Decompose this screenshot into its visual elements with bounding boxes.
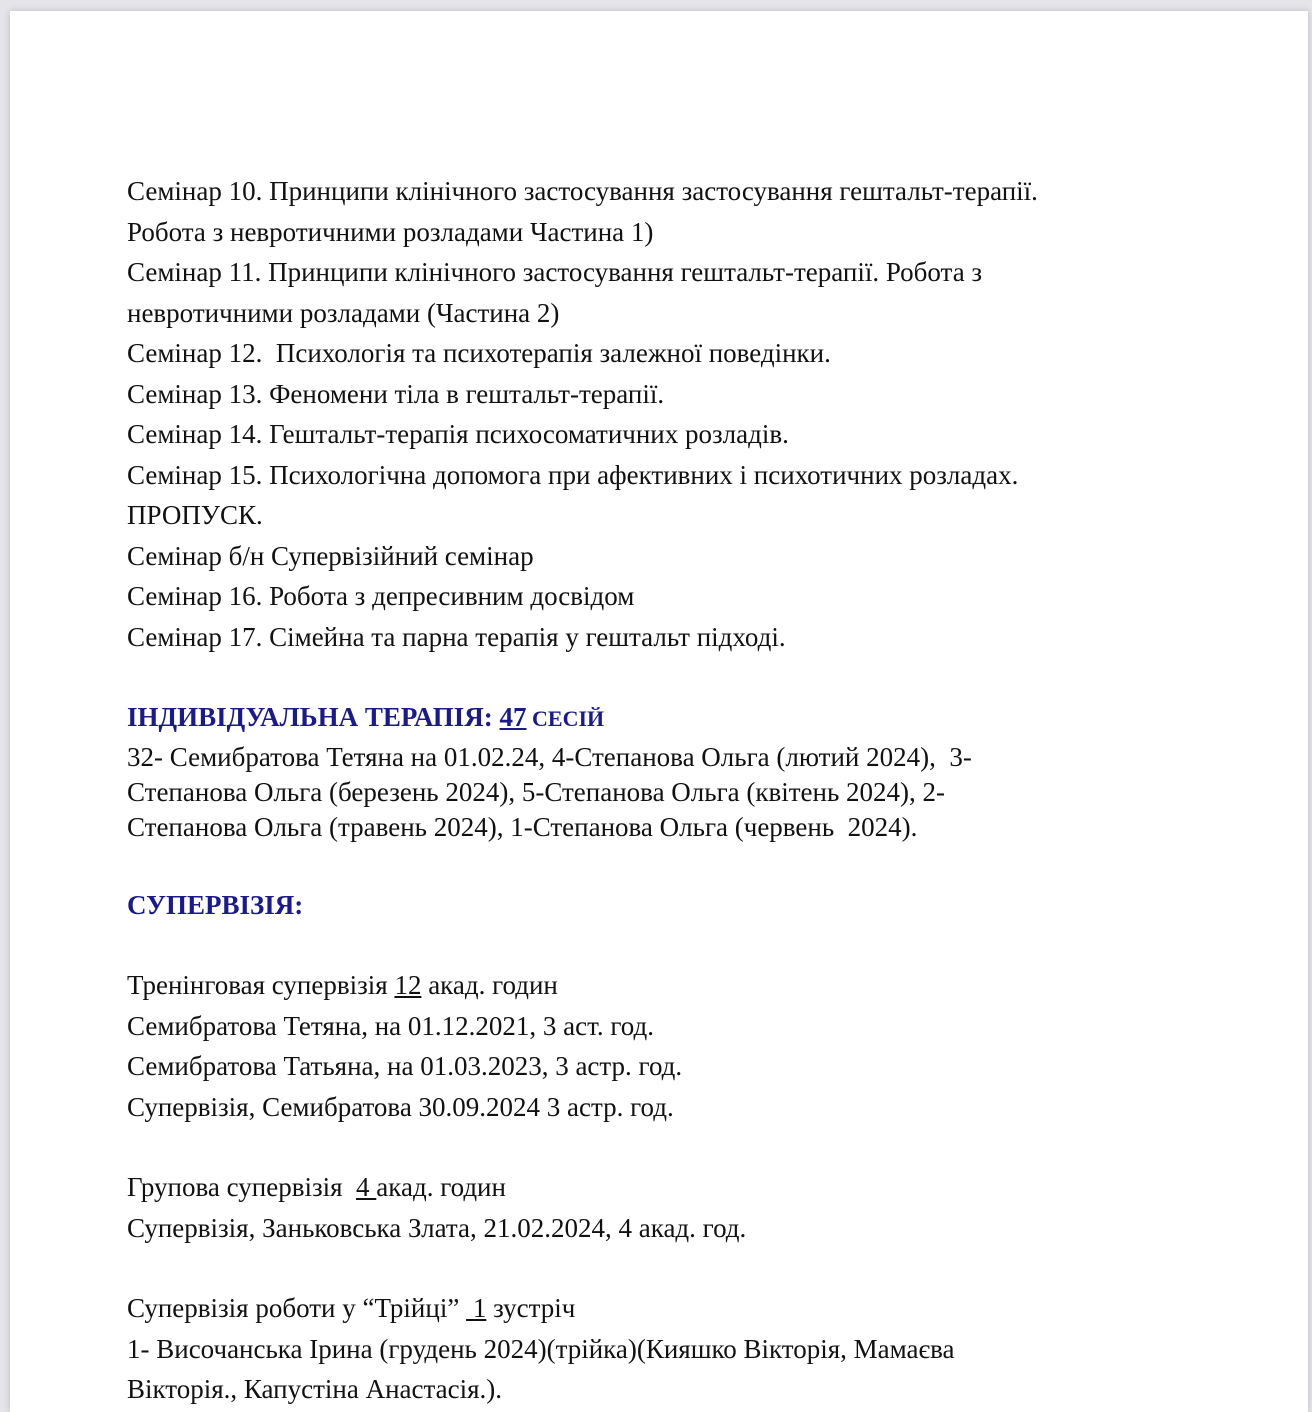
label: акад. годин — [421, 970, 558, 1000]
document-content — [127, 171, 1187, 1410]
seminar-line: Семінар 11. Принципи клінічного застосування гештальт-терапії. Робота з — [127, 257, 983, 287]
label: Супервізія роботи у “Трійці” — [127, 1293, 467, 1323]
document-page — [10, 11, 1308, 1412]
therapy-line: Степанова Ольга (березень 2024), 5-Степанова Ольга (квітень 2024), 2- — [127, 776, 946, 807]
hours-count: 4 — [356, 1172, 377, 1202]
seminar-line: невротичними розладами (Частина 2) — [127, 297, 560, 328]
group-supervision-title — [127, 1167, 1187, 1208]
session-count: 47 — [499, 702, 527, 732]
seminar-line: Семінар б/н Супервізійний семінар — [127, 540, 534, 571]
individual-therapy-heading — [127, 697, 1187, 740]
supervision-entry: Супервізія, Семибратова 30.09.2024 3 астр. год. — [127, 1091, 674, 1122]
individual-therapy-section — [127, 697, 1187, 845]
supervision-entry: 1- Височанська Ірина (грудень 2024)(трійка)(Кияшко Вікторія, Мамаєва — [127, 1333, 955, 1364]
heading-label: ІНДИВІДУАЛЬНА ТЕРАПІЯ: — [127, 702, 500, 732]
seminar-line: Семінар 16. Робота з депресивним досвідом — [127, 581, 635, 611]
seminar-line: Робота з невротичними розладами Частина 1) — [127, 216, 654, 247]
seminar-list — [127, 171, 1187, 657]
supervision-heading: СУПЕРВІЗІЯ: — [127, 889, 304, 920]
triad-supervision — [127, 1288, 1187, 1410]
supervision-entry: Семибратова Татьяна, на 01.03.2023, 3 астр. год. — [127, 1051, 683, 1081]
supervision-section — [127, 885, 1187, 1410]
seminar-line: Семінар 15. Психологічна допомога при афективних і психотичних розладах. — [127, 459, 1019, 490]
triad-supervision-title — [127, 1288, 1187, 1329]
meeting-count: 1 — [466, 1293, 487, 1323]
seminar-line: Семінар 14. Гештальт-терапія психосоматичних розладів. — [127, 419, 789, 449]
supervision-entry: Вікторія., Капустіна Анастасія.). — [127, 1374, 503, 1404]
label: Тренінговая супервізія — [127, 970, 395, 1000]
label: акад. годин — [376, 1172, 506, 1202]
therapy-line: 32- Семибратова Тетяна на 01.02.24, 4-Степанова Ольга (лютий 2024), 3- — [127, 741, 972, 772]
label: зустріч — [486, 1293, 576, 1323]
supervision-entry: Семибратова Тетяна, на 01.12.2021, 3 аст. год. — [127, 1010, 654, 1041]
supervision-entry: Супервізія, Заньковська Злата, 21.02.2024, 4 акад. год. — [127, 1212, 747, 1243]
seminar-line-skip: ПРОПУСК. — [127, 500, 263, 530]
session-unit: СЕСІЙ — [526, 706, 605, 731]
label: Групова супервізія — [127, 1172, 357, 1202]
seminar-line: Семінар 13. Феномени тіла в гештальт-терапії. — [127, 378, 665, 409]
hours-count: 12 — [394, 970, 422, 1000]
therapy-line: Степанова Ольга (травень 2024), 1-Степанова Ольга (червень 2024). — [127, 811, 918, 842]
seminar-line: Семінар 10. Принципи клінічного застосування застосування гештальт-терапії. — [127, 176, 1038, 206]
training-supervision-title — [127, 965, 1187, 1006]
training-supervision — [127, 965, 1187, 1127]
seminar-line: Семінар 17. Сімейна та парна терапія у гештальт підході. — [127, 621, 786, 652]
seminar-line: Семінар 12. Психологія та психотерапія залежної поведінки. — [127, 338, 831, 368]
group-supervision — [127, 1167, 1187, 1248]
